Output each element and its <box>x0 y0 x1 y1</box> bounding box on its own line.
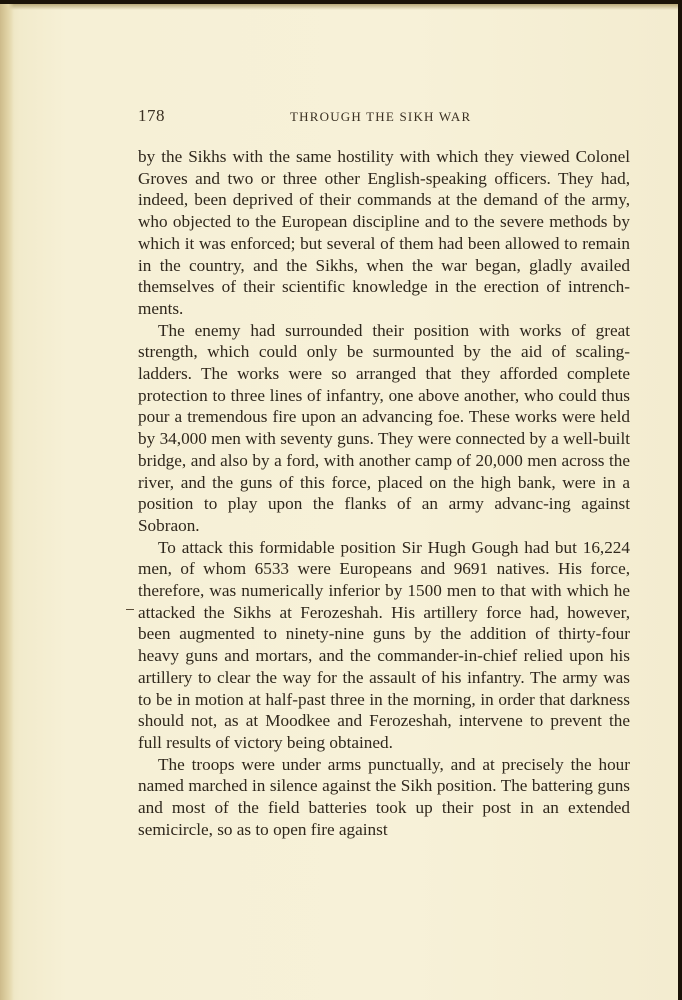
page-number: 178 <box>138 106 165 125</box>
book-page <box>0 4 678 1000</box>
page-header <box>138 106 630 130</box>
running-head: THROUGH THE SIKH WAR <box>290 109 472 124</box>
margin-mark <box>126 609 134 610</box>
body-text <box>138 146 630 841</box>
page-gutter <box>0 4 14 1000</box>
paragraph-3: To attack this formidable position Sir Hugh Gough had but 16,224 men, of whom 6533 were Europeans and 9691 natives. His force, therefore, was numerically inferior by 1500 men to that with which he attacked the Sikhs at Ferozeshah. His artillery force had, however, been augmented to ninety-nine guns by the addition of thirty-four heavy guns and mortars, and the commander-in-chief relied upon his artillery to clear the way for the assault of his infantry. The army was to be in motion at half-past three in the morning, in order that darkness should not, as at Moodkee and Ferozeshah, intervene to prevent the full results of victory being obtained. <box>138 537 630 752</box>
page-top-edge <box>0 4 678 10</box>
paragraph-4: The troops were under arms punctually, and at precisely the hour named marched in silence against the Sikh position. The battering guns and most of the field batteries took up their post in an extended semicircle, so as to open fire against <box>138 754 630 839</box>
paragraph-1: by the Sikhs with the same hostility with which they viewed Colonel Groves and two or three other English-speaking officers. They had, indeed, been deprived of their commands at the demand of the army, who objected to the European discipline and to the severe methods by which it was enforced; but several of them had been allowed to remain in the country, and the Sikhs, when the war began, gladly availed themselves of their scientific knowledge in the erection of intrench-ments. <box>138 147 630 318</box>
paragraph-2: The enemy had surrounded their position with works of great strength, which could only be surmounted by the aid of scaling-ladders. The works were so arranged that they afforded complete protection to three lines of infantry, one above another, who could thus pour a tremendous fire upon an advancing foe. These works were held by 34,000 men with seventy guns. They were connected by a well-built bridge, and also by a ford, with another camp of 20,000 men across the river, and the guns of this force, placed on the high bank, were in a position to play upon the flanks of an army advanc-ing against Sobraon. <box>138 320 630 535</box>
